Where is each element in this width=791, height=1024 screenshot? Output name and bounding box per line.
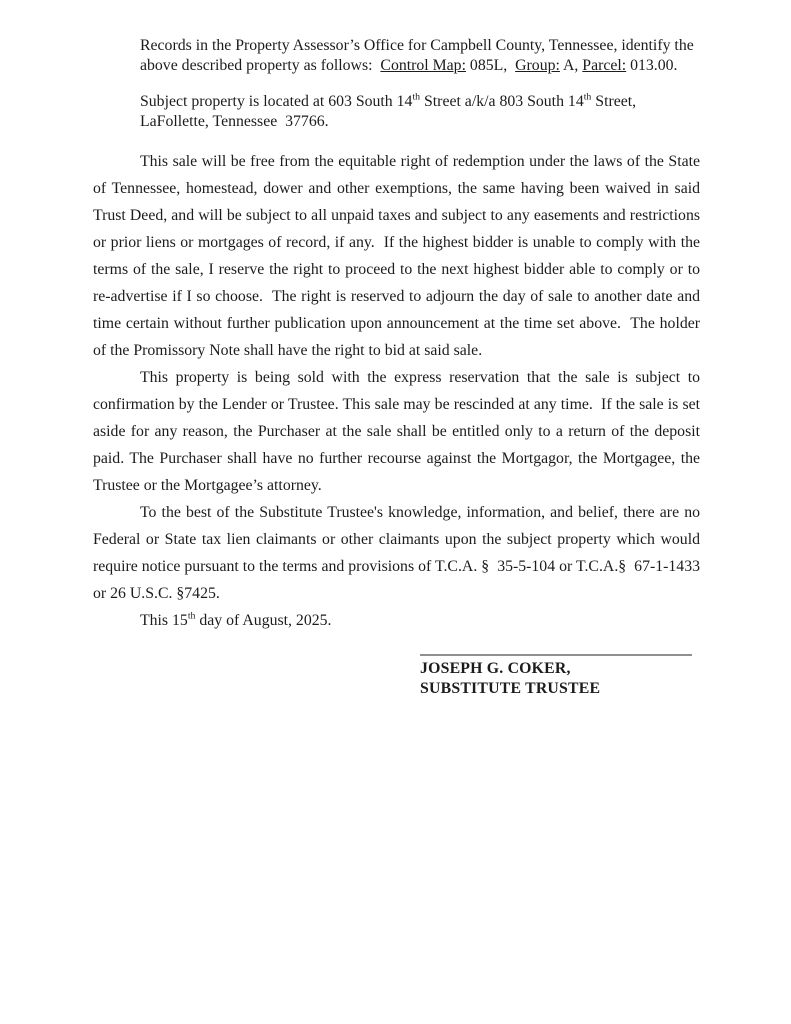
text-segment: 013.00. xyxy=(626,56,678,74)
body-paragraph-redemption: This sale will be free from the equitable right of redemption under the laws of the State of Tennessee, homestead, dower and other exemptions, the same having been waived in said Trust Deed, and will be subject to all unpaid taxes and subject to any easements and restrictions or prior liens or mortgages of record, if any. If the highest bidder is unable to comply with the terms of the sale, I reserve the right to proceed to the next highest bidder able to comply or to re-advertise if I so choose. The right is reserved to adjourn the day of sale to another date and time certain without further publication upon announcement at the time set above. The holder of the Promissory Note shall have the right to bid at said sale. xyxy=(93,153,704,359)
signature-name: JOSEPH G. COKER, xyxy=(420,660,571,677)
text-segment: Subject property is located at 603 South 14 xyxy=(140,93,413,110)
body-paragraph-reservation: This property is being sold with the express reservation that the sale is subject to confirmation by the Lender or Trustee. This sale may be rescinded at any time. If the sale is set aside for any reason, the Purchaser at the sale shall be entitled only to a return of the deposit paid. The Purchaser shall have no further recourse against the Mortgagor, the Mortgagee, the Trustee or the Mortgagee’s attorney. xyxy=(93,369,704,494)
underlined-text: Control Map: xyxy=(380,56,466,74)
underlined-text: Group: xyxy=(515,56,560,74)
text-segment: A, xyxy=(559,56,583,74)
text-segment: Records in the Property Assessor’s Office for Campbell County, Tennessee, identify the above described property as follows: xyxy=(140,37,698,74)
date-line xyxy=(93,607,700,634)
text-segment: Street a/k/a 803 South 14 xyxy=(420,93,584,110)
signature-rule xyxy=(420,654,692,656)
body-copy xyxy=(93,148,704,607)
superscript-text: th xyxy=(187,610,196,622)
body-paragraph-tax-liens: To the best of the Substitute Trustee's knowledge, information, and belief, there are no Federal or State tax lien claimants or other claimants upon the subject property which would require notice pursuant to the terms and provisions of T.C.A. § 35-5-104 or T.C.A.§ 67-1-1433 or 26 U.S.C. §7425. xyxy=(93,504,704,602)
records-paragraph xyxy=(140,36,700,75)
underlined-text: Parcel: xyxy=(582,56,627,74)
text-segment: 085L, xyxy=(465,56,516,74)
text-segment: Street, LaFollette, Tennessee 37766. xyxy=(140,93,641,130)
signature-block xyxy=(420,654,692,698)
text-segment: This 15 xyxy=(140,612,188,629)
superscript-text: th xyxy=(412,91,421,103)
superscript-text: th xyxy=(583,91,592,103)
property-location-paragraph xyxy=(140,92,700,131)
text-segment: day of August, 2025. xyxy=(195,612,332,629)
signature-title: SUBSTITUTE TRUSTEE xyxy=(420,679,601,697)
